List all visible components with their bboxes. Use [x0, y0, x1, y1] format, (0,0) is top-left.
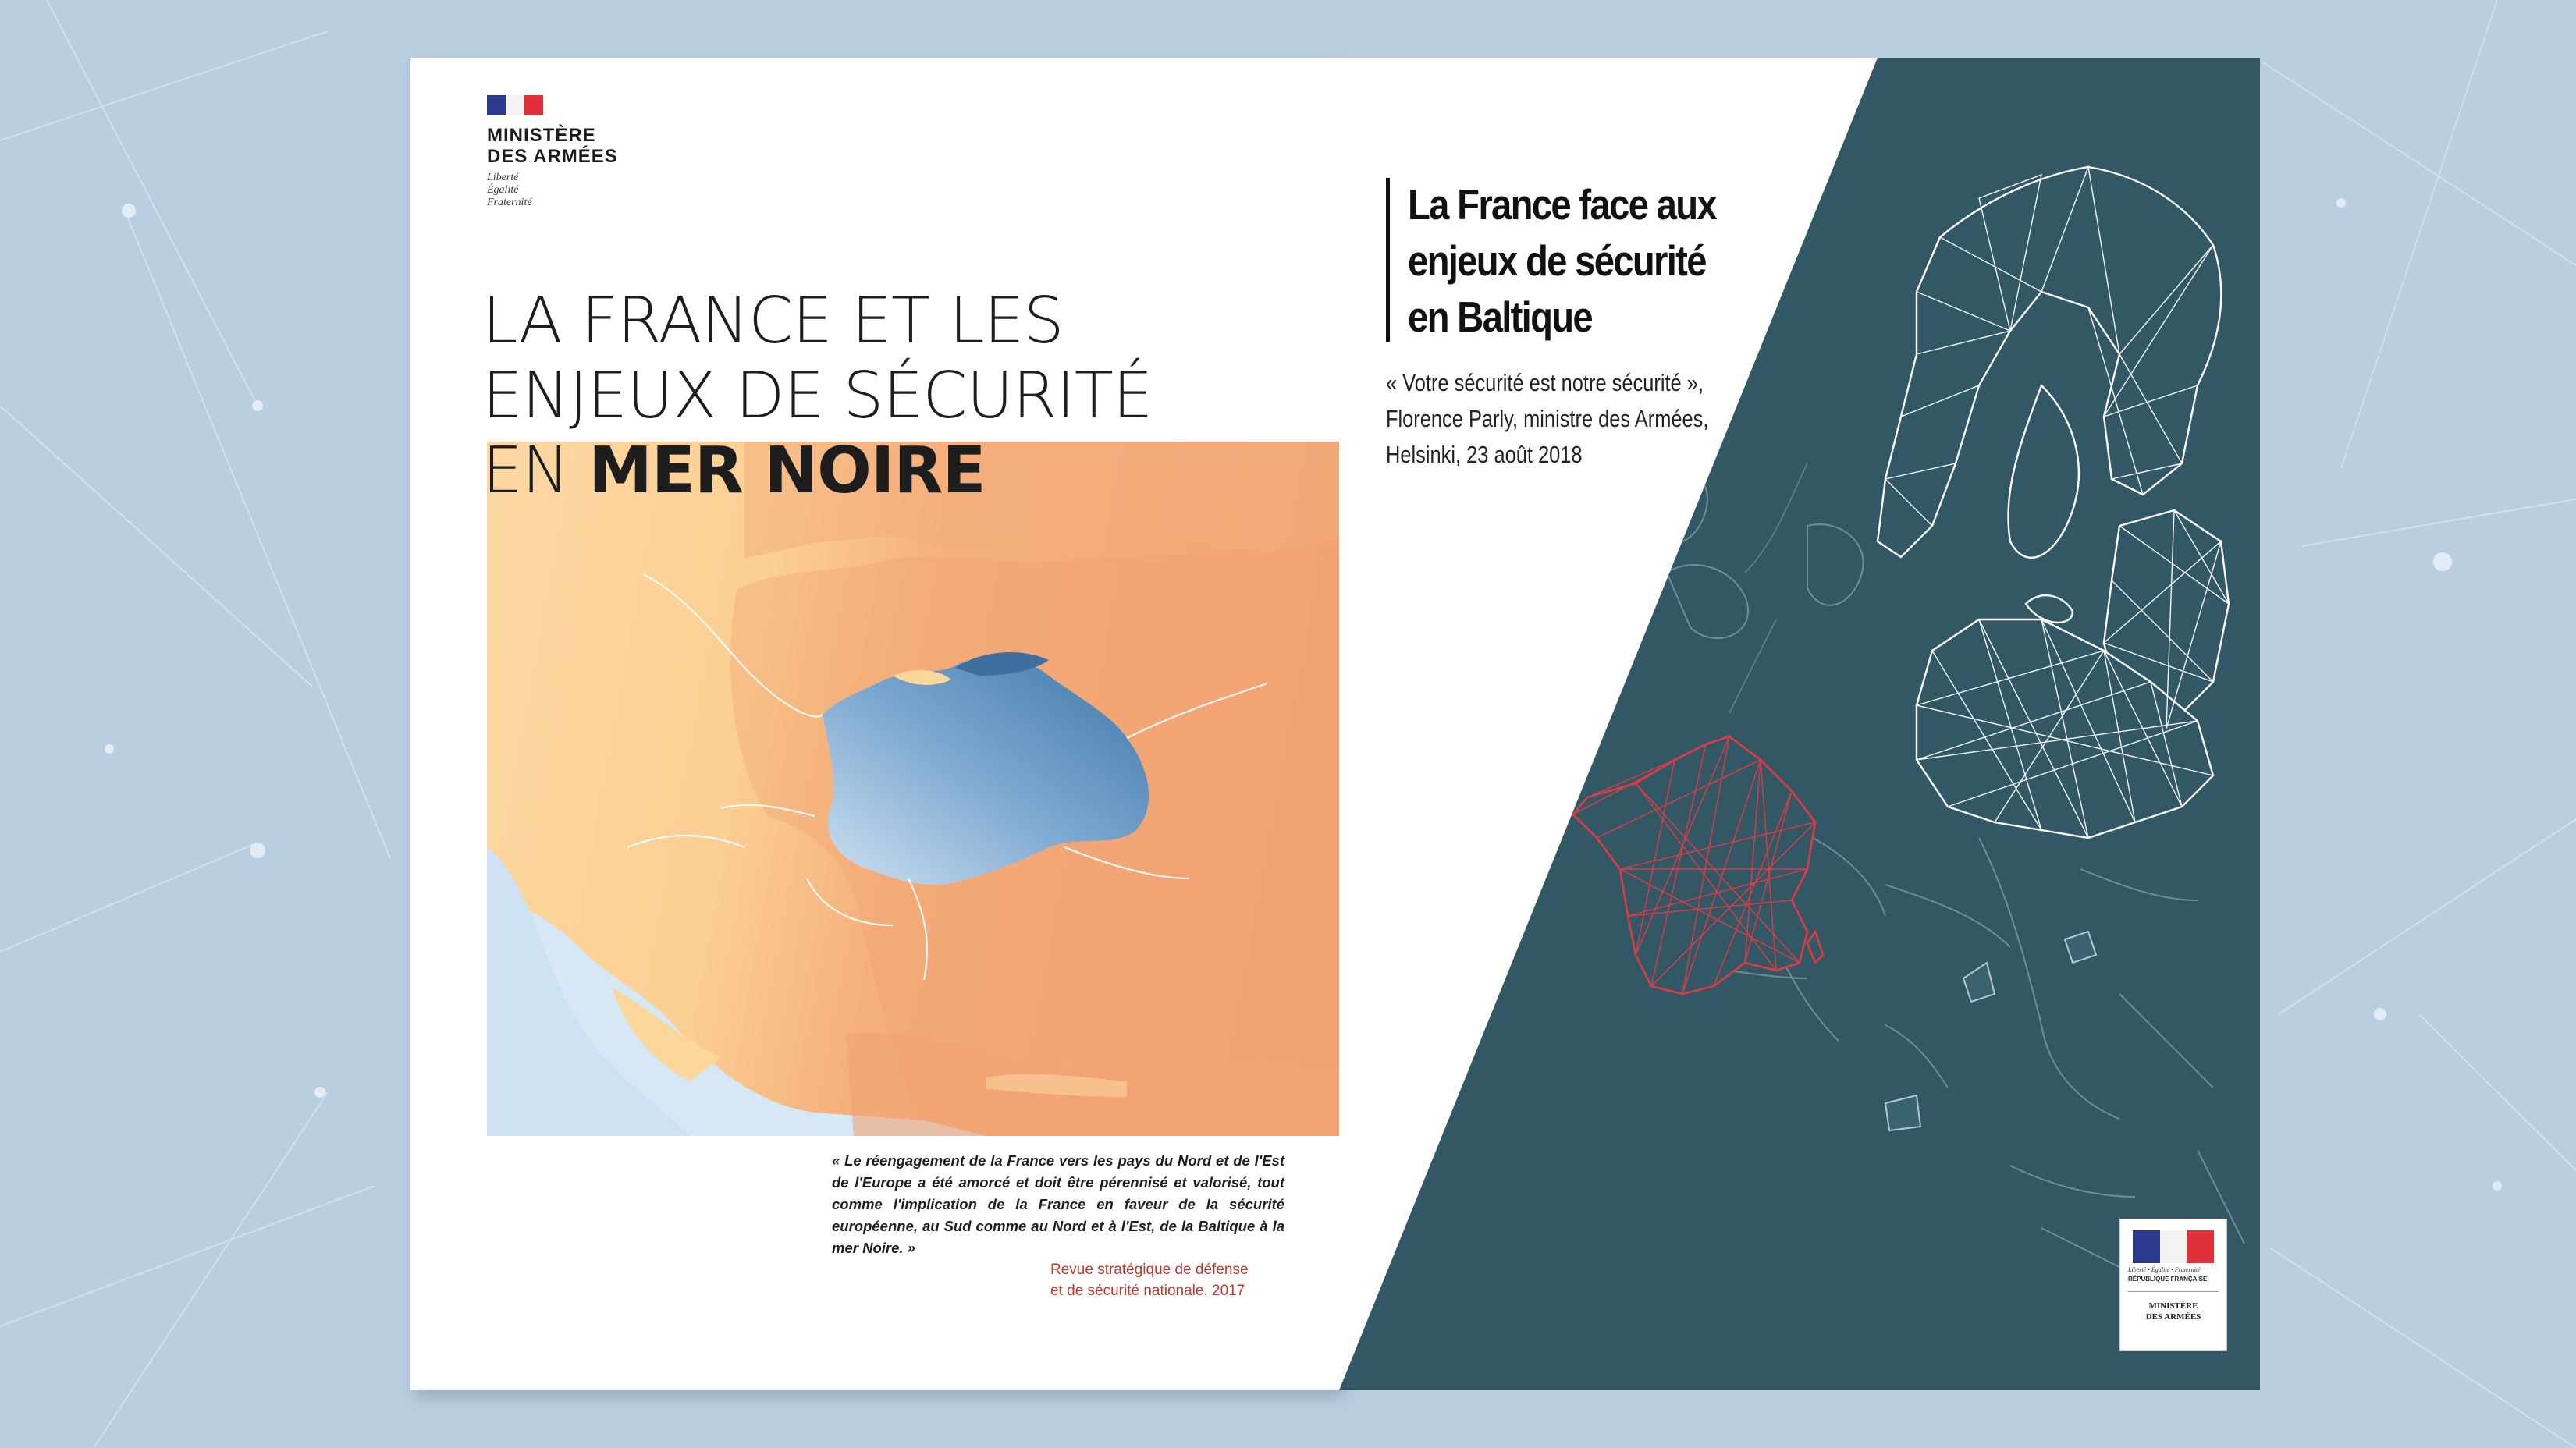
- baltic-title: La France face aux enjeux de sécurité en Baltique: [1408, 180, 1716, 341]
- quote-source: Revue stratégique de défense et de sécurité nationale, 2017: [1050, 1262, 1249, 1299]
- logo-republic: RÉPUBLIQUE FRANÇAISE: [2128, 1276, 2208, 1283]
- left-brochure-cover[interactable]: [410, 58, 1339, 1390]
- ministry-name: MINISTÈRE DES ARMÉES: [487, 125, 618, 167]
- french-flag-icon: [487, 95, 543, 115]
- marianne-flag-icon: [2133, 1230, 2214, 1263]
- logo-motto: Liberté • Égalité • Fraternité: [2128, 1266, 2201, 1273]
- logo-divider: [2128, 1291, 2219, 1292]
- baltic-quote: « Votre sécurité est notre sécurité », Florence Parly, ministre des Armées, Helsinki, 23 août 2018: [1386, 369, 1709, 468]
- government-logo: [2119, 1219, 2227, 1351]
- cover-title: LA FRANCE ET LES ENJEUX DE SÉCURITÉ EN MER NOIRE: [482, 284, 1153, 508]
- black-sea-map: [487, 442, 1339, 1136]
- title-accent-bar: [1386, 178, 1390, 342]
- republic-motto: Liberté Égalité Fraternité: [487, 172, 532, 208]
- right-brochure-cover[interactable]: [1339, 58, 2260, 1390]
- ministry-logo: [487, 95, 659, 209]
- cover-quote: « Le réengagement de la France vers les pays du Nord et de l'Est de l'Europe a été amorcé et doit être pérennisé et valorisé, tout comme l'implication de la France en faveur de la sécurité européenne, au Sud comme au Nord et à l'Est, de la Baltique à la mer Noire. »: [832, 1152, 1284, 1256]
- logo-ministry: MINISTÈRE DES ARMÉES: [2145, 1301, 2201, 1322]
